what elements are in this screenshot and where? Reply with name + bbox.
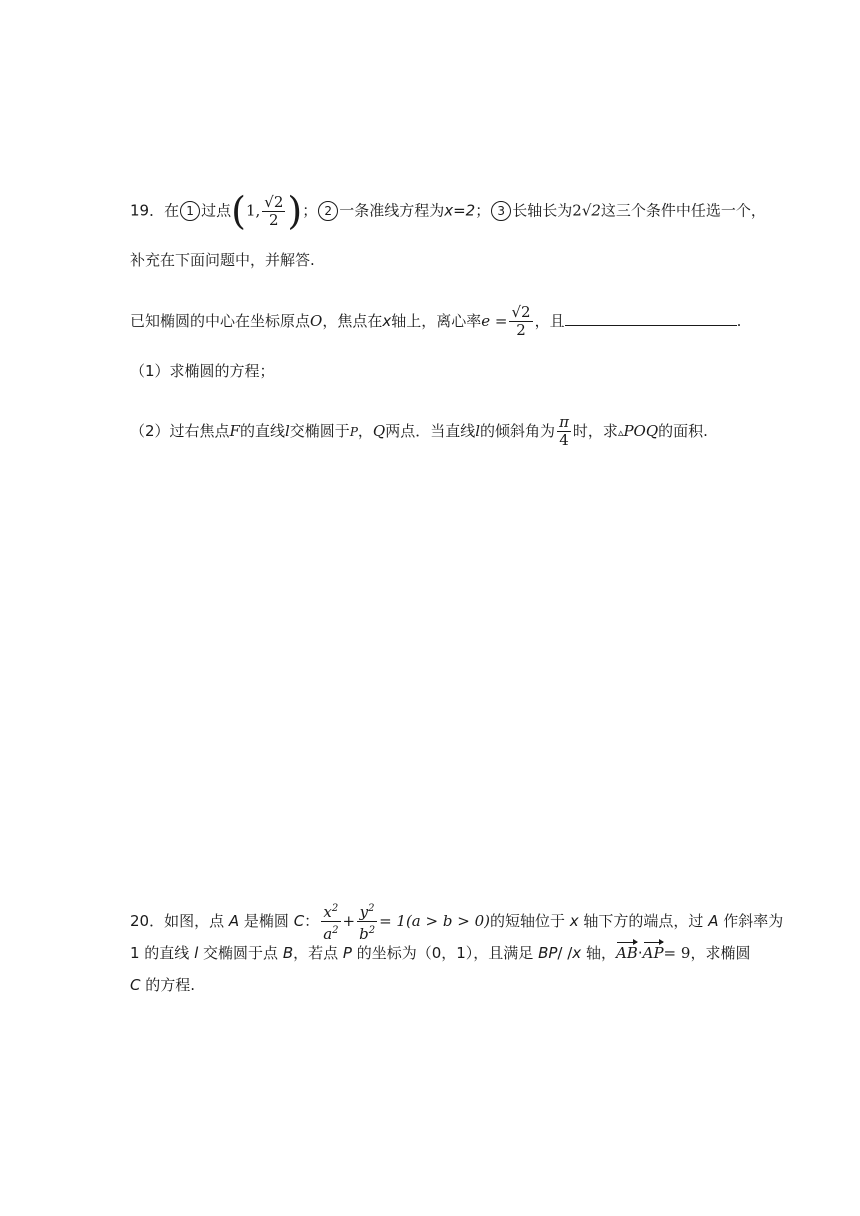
text: ，求椭圆 (690, 944, 751, 962)
denominator: 2 (516, 321, 526, 339)
q20-number: 20． (130, 912, 165, 930)
var-A: A (228, 912, 240, 930)
parallel-symbol: / / (557, 944, 573, 962)
numerator: π (559, 413, 569, 431)
text: 作斜率为 (718, 912, 784, 930)
text: 轴下方的端点，过 (578, 912, 709, 930)
var-x: x (569, 912, 579, 930)
left-paren: ( (231, 189, 246, 233)
denominator: 4 (559, 431, 569, 449)
text: . (736, 312, 742, 330)
radicand: 2 (591, 201, 601, 220)
var-x: x (382, 312, 392, 330)
var-O: O (310, 312, 323, 330)
vector-AP: AP (642, 944, 664, 962)
var-C: C (130, 976, 141, 994)
text: （2）过右焦点 (130, 422, 230, 440)
q20-line-2 (130, 943, 750, 963)
circled-number-3: 3 (491, 201, 511, 221)
var-y: y (359, 903, 369, 921)
var-POQ: POQ (623, 422, 659, 440)
q19-part-2 (130, 414, 708, 449)
denominator: 2 (269, 210, 279, 229)
q19-line-2: 补充在下面问题中，并解答. (130, 251, 315, 269)
fraction-sqrt2-over-2: $\frac{√2}{2}$ (511, 303, 531, 339)
point-x: 1, (245, 201, 261, 220)
text: 两点．当直线 (385, 422, 476, 440)
text: ，若点 (293, 944, 343, 962)
var-Q: Q (372, 422, 386, 440)
right-paren: ) (287, 189, 303, 233)
text: 是椭圆 (239, 912, 294, 930)
text: 交椭圆于 (289, 422, 350, 440)
var-x: x (323, 903, 332, 921)
var-l: l (284, 422, 290, 440)
text: 长轴长为 (512, 201, 573, 220)
var-F: F (229, 422, 240, 440)
q19-line-3 (130, 304, 741, 339)
text: 已知椭圆的中心在坐标原点 (130, 312, 311, 330)
text: 这三个条件中任选一个， (600, 201, 766, 220)
var-a: a (323, 925, 333, 943)
q19-part-1: （1）求椭圆的方程； (130, 362, 275, 380)
fraction-sqrt2-over-2: $\frac{√2}{2}$ (264, 192, 284, 229)
fraction-y2-over-b2: $\frac{y^2}{b^2}$ (357, 900, 377, 943)
fill-in-blank[interactable] (565, 311, 737, 326)
text: ； (302, 201, 318, 220)
var-l: l (475, 422, 481, 440)
coefficient: 2 (572, 201, 582, 220)
var-P: P (349, 425, 358, 439)
equals-nine: = 9 (663, 944, 691, 962)
text: 的短轴位于 (489, 912, 570, 930)
text: ，焦点在 (322, 312, 383, 330)
radicand: 2 (273, 192, 284, 211)
text: ： (304, 912, 320, 930)
q20-line-3 (130, 975, 195, 995)
text: 时，求 (572, 422, 618, 440)
text: 的倾斜角为 (480, 422, 556, 440)
text: 交椭圆于点 (198, 944, 283, 962)
q19-line-1: 19．在 1 过点(1, $\frac{√2}{2}$ )； 2 一条准线方程为x=2； 3 长轴长为2√2这三个条件中任选一个， (130, 189, 766, 233)
text: 的面积. (658, 422, 708, 440)
circled-number-2: 2 (318, 201, 338, 221)
circled-number-1: 1 (180, 201, 200, 221)
text: 过点 (201, 201, 232, 220)
text: 如图，点 (164, 912, 229, 930)
var-B: B (282, 944, 294, 962)
dot-operator: · (637, 944, 643, 962)
text: ， (357, 422, 373, 440)
text: 轴上，离心率 (391, 312, 482, 330)
directrix-equation: x=2 (444, 201, 476, 220)
q20-line-1: 20．如图，点 A 是椭圆 C： $\frac{x^2}{a^2}$ + $\frac{y^2}{b^2}$ = 1(a > b > 0)的短轴位于 x 轴下方的端点，过 A 作斜率为 (130, 900, 783, 943)
fraction-pi-over-4 (557, 414, 571, 449)
var-C: C (293, 912, 305, 930)
var-A: A (708, 912, 719, 930)
radicand: 2 (521, 303, 531, 321)
var-x: x (572, 944, 582, 962)
ellipse-condition: = 1(a > b > 0) (379, 912, 490, 930)
vector-AB: AB (615, 944, 638, 962)
text: 轴， (581, 944, 616, 962)
eccentricity-label: e = (481, 312, 508, 330)
fraction-x2-over-a2: $\frac{x^2}{a^2}$ (321, 900, 340, 943)
text: 在 (164, 201, 180, 220)
text: 的坐标为（0，1），且满足 (351, 944, 539, 962)
text: 的方程. (140, 976, 196, 994)
var-P: P (342, 944, 352, 962)
text: 1 的直线 (130, 944, 195, 962)
triangle-symbol: ▵ (617, 426, 624, 439)
text: 一条准线方程为 (339, 201, 445, 220)
q19-number: 19． (130, 201, 165, 220)
text: 的直线 (239, 422, 285, 440)
text: ； (475, 201, 491, 220)
var-l: l (194, 944, 199, 962)
text: ，且 (534, 312, 565, 330)
var-BP: BP (538, 944, 558, 962)
var-b: b (359, 925, 369, 943)
